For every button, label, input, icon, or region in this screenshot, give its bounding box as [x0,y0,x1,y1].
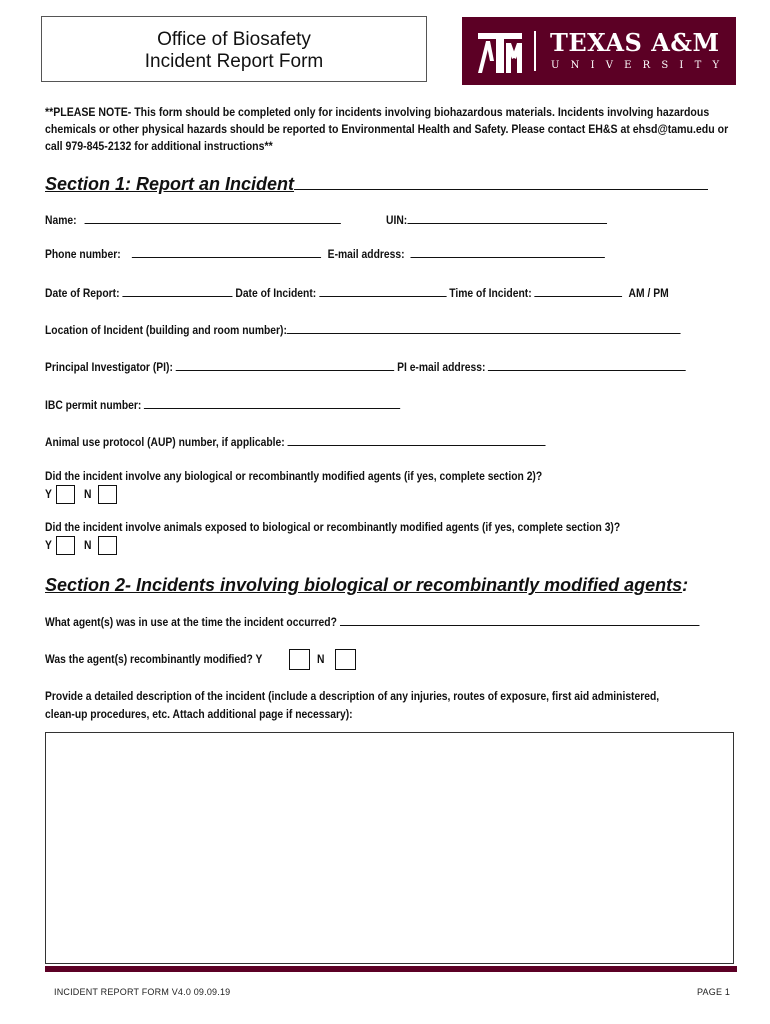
pi-email-label: PI e-mail address: [397,360,486,374]
date-report-field[interactable] [122,285,232,297]
section2-heading: Section 2- Incidents involving biological or recombinantly modified agents: [45,575,689,595]
recomb-no-label: N [317,652,325,666]
uin-field[interactable] [407,212,607,224]
q-animal: Did the incident involve animals exposed to biological or recombinantly modified agents (if yes, complete section 3)? [45,520,621,534]
agent-row [45,614,699,629]
atm-logo-icon [476,31,524,75]
please-note: **PLEASE NOTE- This form should be completed only for incidents involving biohazardous materials. Incidents involving hazardous chemicals or other physical hazards should be reported to Environmental Health and Safety. Please contact EH&S at ehsd@tamu.edu or call 979-845-2132 for additional instructions** [45,105,729,153]
pi-email-field[interactable] [488,359,686,371]
time-incident-field[interactable] [535,285,623,297]
dates-row [45,285,669,300]
q-animal-yes-label: Y [45,538,52,552]
aup-field[interactable] [288,434,546,446]
date-incident-label: Date of Incident: [235,286,317,300]
location-label: Location of Incident (building and room number): [45,323,287,337]
recomb-no-checkbox[interactable] [335,649,356,670]
recomb-label: Was the agent(s) recombinantly modified? [45,652,253,666]
name-row [45,212,341,227]
uin-row [386,212,607,227]
q-bio-no-checkbox[interactable] [98,485,117,504]
q-bio-yes-checkbox[interactable] [56,485,75,504]
q-bio: Did the incident involve any biological or recombinantly modified agents (if yes, complete section 2)? [45,469,543,483]
logo-name: TEXAS A&M [550,28,720,57]
footer-form-id: INCIDENT REPORT FORM V4.0 09.09.19 [54,987,231,997]
pi-field[interactable] [176,359,394,371]
q-bio-no-label: N [84,487,92,501]
email-field[interactable] [411,246,605,258]
pi-label: Principal Investigator (PI): [45,360,173,374]
agent-field[interactable] [340,614,699,626]
desc-instruction-2: clean-up procedures, etc. Attach additional page if necessary): [45,707,353,721]
date-incident-field[interactable] [319,285,446,297]
form-title: Incident Report Form [144,51,324,72]
footer-page-number: PAGE 1 [697,987,731,997]
time-incident-label: Time of Incident: [449,286,532,300]
name-field[interactable] [85,212,341,224]
logo-subtitle: UNIVERSITY [551,60,731,71]
q-bio-yes-label: Y [45,487,52,501]
email-label: E-mail address: [327,247,405,261]
q-animal-no-checkbox[interactable] [98,536,117,555]
uin-label: UIN: [386,213,408,227]
location-field[interactable] [287,322,681,334]
ibc-field[interactable] [144,397,400,409]
q-animal-yes-checkbox[interactable] [56,536,75,555]
phone-field[interactable] [132,246,321,258]
ibc-label: IBC permit number: [45,398,142,412]
aup-label: Animal use protocol (AUP) number, if applicable: [45,435,285,449]
date-report-label: Date of Report: [45,286,120,300]
ibc-row [45,397,400,412]
incident-description-box[interactable] [45,732,734,964]
name-label: Name: [45,213,77,227]
footer-bar [45,966,737,972]
recomb-yes-label: Y [255,652,263,666]
logo-divider [534,31,536,71]
recomb-yes-checkbox[interactable] [289,649,310,670]
heading-rule [294,173,708,190]
am-pm: AM / PM [628,286,669,300]
office-title: Office of Biosafety [157,29,311,50]
location-row [45,322,681,337]
q-animal-no-label: N [84,538,92,552]
form-title-box [41,16,427,82]
aup-row [45,434,546,449]
pi-row [45,359,686,374]
section1-heading: Section 1: Report an Incident [45,173,708,195]
recomb-row [45,652,262,666]
agent-label: What agent(s) was in use at the time the incident occurred? [45,615,337,629]
phone-row [45,246,605,261]
desc-instruction-1: Provide a detailed description of the incident (include a description of any injuries, routes of exposure, first aid administered, [45,689,660,703]
tamu-logo [462,17,736,85]
phone-label: Phone number: [45,247,121,261]
